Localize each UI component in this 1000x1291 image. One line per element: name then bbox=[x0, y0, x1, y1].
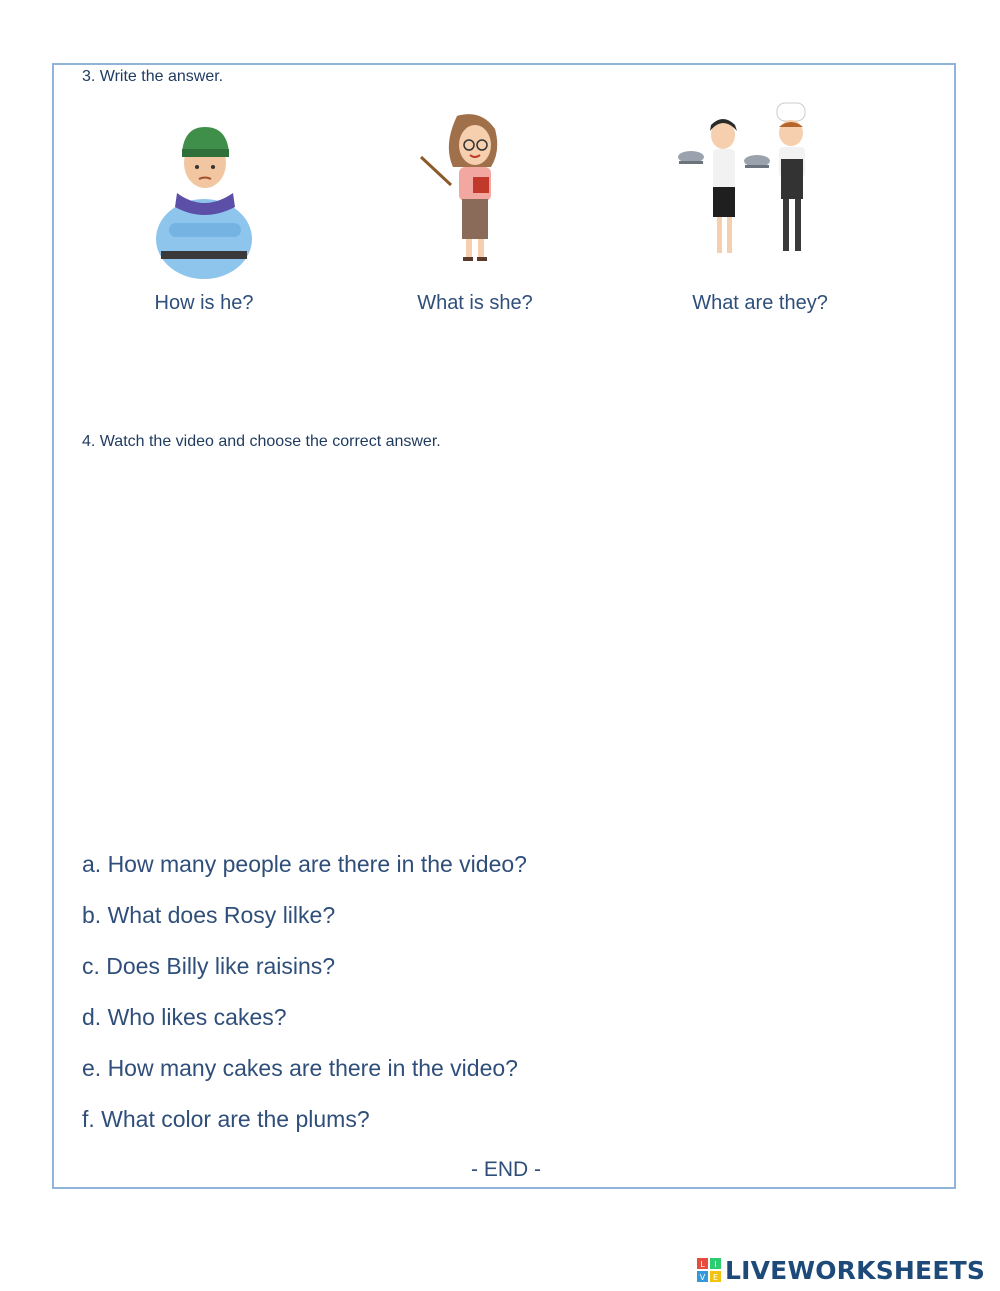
question-b: b. What does Rosy lilke? bbox=[82, 902, 336, 928]
cold-boy-icon bbox=[149, 123, 259, 281]
teacher-icon bbox=[419, 111, 519, 266]
caption-how-is-he: How is he? bbox=[154, 292, 254, 314]
logo-letter-v: V bbox=[699, 1273, 706, 1282]
logo-letter-i: I bbox=[714, 1260, 717, 1269]
section-3-title: 3. Write the answer. bbox=[82, 68, 224, 85]
liveworksheets-brand[interactable] bbox=[697, 1256, 985, 1284]
caption-what-are-they: What are they? bbox=[692, 292, 828, 314]
logo-letter-e: E bbox=[712, 1273, 719, 1282]
brand-name: LIVEWORKSHEETS bbox=[725, 1255, 986, 1285]
caption-what-is-she: What is she? bbox=[417, 292, 533, 314]
end-marker: - END - bbox=[471, 1158, 541, 1181]
logo-letter-l: L bbox=[700, 1260, 705, 1269]
section-4-title: 4. Watch the video and choose the correct answer. bbox=[82, 433, 441, 450]
question-e: e. How many cakes are there in the video? bbox=[82, 1055, 518, 1081]
question-d: d. Who likes cakes? bbox=[82, 1004, 287, 1030]
liveworksheets-logo-icon bbox=[697, 1258, 721, 1282]
question-c: c. Does Billy like raisins? bbox=[82, 953, 336, 979]
waiter-chef-icon bbox=[677, 101, 817, 261]
worksheet-page bbox=[52, 63, 956, 1189]
question-f: f. What color are the plums? bbox=[82, 1106, 370, 1132]
question-a: a. How many people are there in the video? bbox=[82, 851, 527, 877]
